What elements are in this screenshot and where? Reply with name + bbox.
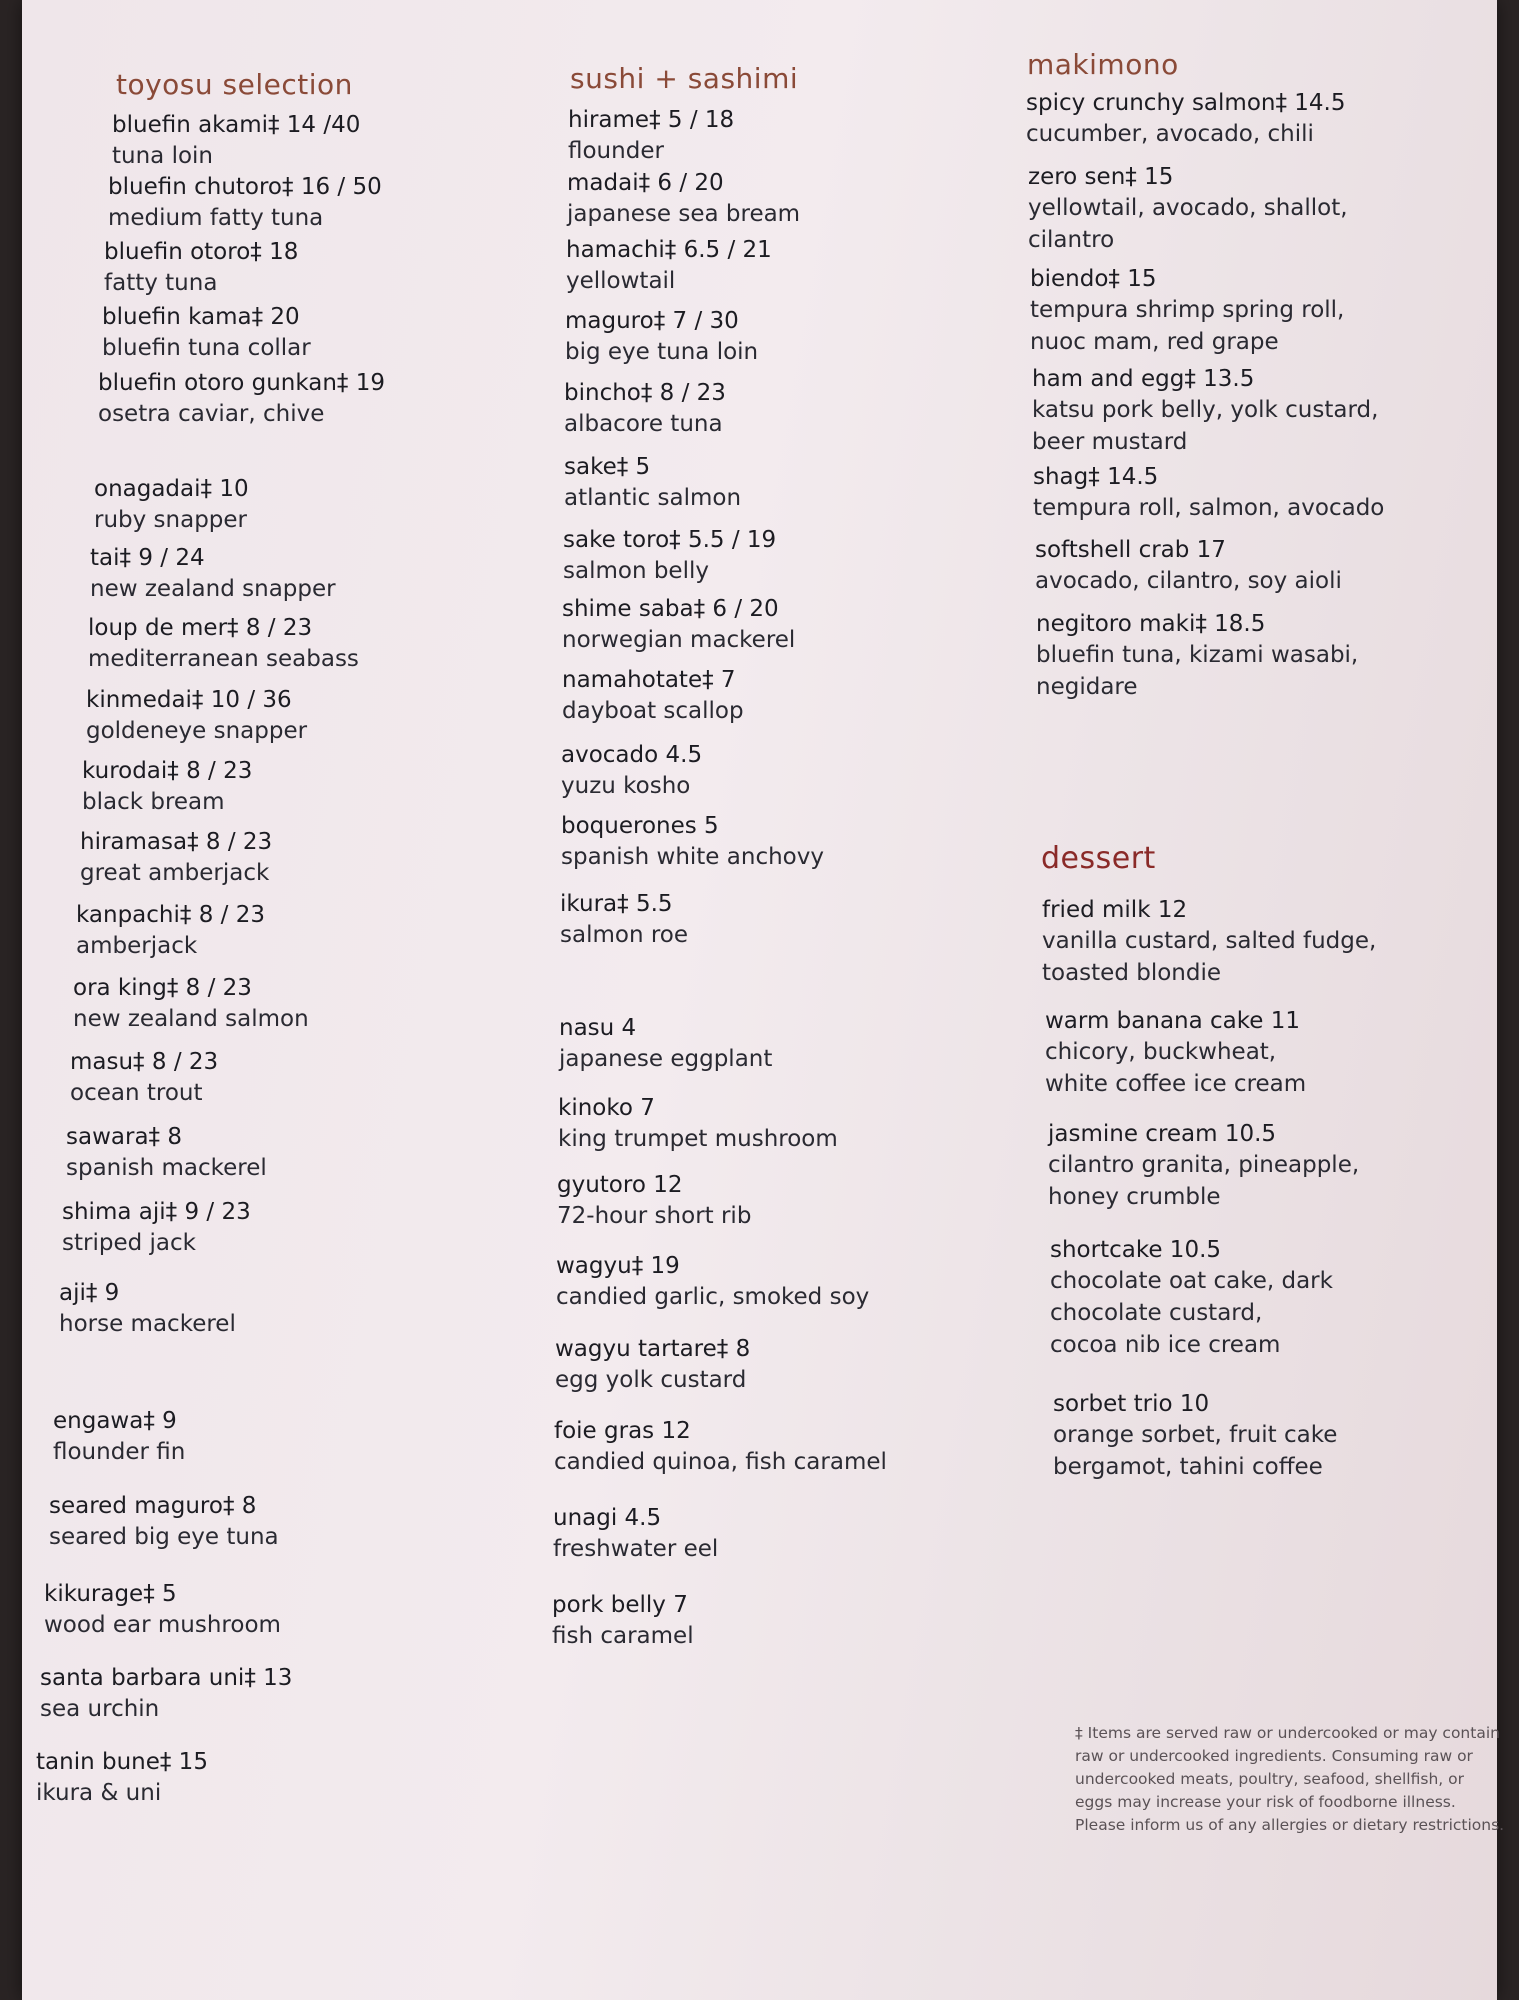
item-name: seared maguro‡ 8 (49, 1493, 257, 1519)
menu-item (557, 1170, 751, 1232)
menu-item (98, 368, 385, 430)
item-description: candied garlic, smoked soy (556, 1284, 870, 1310)
item-name: foie gras 12 (554, 1418, 691, 1444)
item-description: cilantro granita, pineapple, (1048, 1152, 1360, 1178)
menu-item (556, 1251, 869, 1313)
menu-item (568, 105, 734, 167)
item-description: 72-hour short rib (557, 1203, 752, 1229)
item-description: black bream (82, 789, 225, 815)
item-description: albacore tuna (564, 411, 723, 437)
item-description: white coffee ice cream (1045, 1071, 1307, 1097)
menu-item (563, 525, 776, 587)
item-name: engawa‡ 9 (53, 1408, 177, 1434)
item-name: unagi 4.5 (553, 1505, 662, 1531)
menu-item (566, 235, 772, 297)
item-description: sea urchin (40, 1696, 160, 1722)
menu-item (562, 594, 795, 656)
section-heading-makimono: makimono (1027, 48, 1179, 81)
item-description: medium fatty tuna (108, 205, 324, 231)
item-name: avocado 4.5 (561, 742, 703, 768)
item-name: warm banana cake 11 (1045, 1008, 1300, 1034)
menu-item (561, 811, 824, 873)
item-name: shime saba‡ 6 / 20 (562, 596, 779, 622)
item-name: ham and egg‡ 13.5 (1032, 366, 1255, 392)
item-description: japanese eggplant (559, 1046, 773, 1072)
item-description: dayboat scallop (562, 698, 744, 724)
item-name: santa barbara uni‡ 13 (40, 1665, 293, 1691)
item-name: jasmine cream 10.5 (1048, 1121, 1277, 1147)
item-name: aji‡ 9 (59, 1280, 120, 1306)
raw-food-disclaimer: ‡ Items are served raw or undercooked or may contain raw or undercooked ingredients. Consuming raw or undercooked meats, poultry, seafood, shellfish, or eggs may increase your risk of foodborne illness. Please inform us of any allergies or dietary restrictions. (1075, 1724, 1505, 1834)
item-description: chicory, buckwheat, (1045, 1039, 1277, 1065)
item-name: ikura‡ 5.5 (560, 891, 673, 917)
item-description: flounder (568, 138, 664, 164)
item-name: kurodai‡ 8 / 23 (82, 758, 253, 784)
item-description: salmon belly (563, 558, 709, 584)
item-name: wagyu‡ 19 (556, 1253, 680, 1279)
item-name: tai‡ 9 / 24 (90, 545, 205, 571)
item-description: chocolate oat cake, dark (1050, 1268, 1333, 1294)
item-name: wagyu tartare‡ 8 (555, 1336, 751, 1362)
menu-item (1028, 162, 1348, 256)
item-name: hiramasa‡ 8 / 23 (80, 829, 273, 855)
menu-item (1053, 1389, 1337, 1483)
menu-item (564, 452, 741, 514)
item-description: egg yolk custard (555, 1367, 747, 1393)
item-description: spanish white anchovy (561, 844, 824, 870)
menu-item (554, 1416, 887, 1478)
menu-item (36, 1747, 208, 1809)
item-description: bluefin tuna, kizami wasabi, (1036, 642, 1359, 668)
menu-item (80, 827, 272, 889)
item-description: bluefin tuna collar (102, 335, 311, 361)
item-name: hirame‡ 5 / 18 (568, 107, 735, 133)
item-description: candied quinoa, fish caramel (554, 1449, 887, 1475)
menu-item (553, 1503, 718, 1565)
item-name: biendo‡ 15 (1030, 266, 1157, 292)
item-description: new zealand salmon (73, 1006, 309, 1032)
menu-item (108, 172, 382, 234)
item-description: tempura roll, salmon, avocado (1033, 495, 1385, 521)
item-description: mediterranean seabass (88, 646, 359, 672)
menu-item (558, 1093, 838, 1155)
item-description: chocolate custard, (1050, 1300, 1263, 1326)
item-description: katsu pork belly, yolk custard, (1032, 397, 1379, 423)
menu-item (112, 110, 360, 172)
item-name: kanpachi‡ 8 / 23 (76, 902, 265, 928)
item-description: amberjack (76, 933, 198, 959)
item-name: bluefin akami‡ 14 /40 (112, 112, 361, 138)
item-name: kikurage‡ 5 (44, 1581, 177, 1607)
item-description: horse mackerel (59, 1311, 236, 1337)
menu-item (88, 613, 359, 675)
item-name: onagadai‡ 10 (94, 476, 249, 502)
item-description: ocean trout (70, 1080, 203, 1106)
item-description: cucumber, avocado, chili (1026, 121, 1314, 147)
item-name: ora king‡ 8 / 23 (73, 975, 252, 1001)
item-description: atlantic salmon (564, 485, 742, 511)
item-name: bincho‡ 8 / 23 (564, 380, 726, 406)
item-description: nuoc mam, red grape (1030, 329, 1279, 355)
item-name: masu‡ 8 / 23 (70, 1049, 219, 1075)
item-name: bluefin kama‡ 20 (102, 304, 300, 330)
item-name: shortcake 10.5 (1050, 1237, 1222, 1263)
item-description: spanish mackerel (66, 1155, 267, 1181)
item-description: goldeneye snapper (86, 718, 308, 744)
menu-item (567, 168, 800, 230)
item-description: yellowtail (566, 268, 676, 294)
item-name: madai‡ 6 / 20 (567, 170, 724, 196)
menu-item (1032, 364, 1378, 458)
item-description: norwegian mackerel (562, 627, 796, 653)
item-name: zero sen‡ 15 (1028, 164, 1174, 190)
menu-item (53, 1406, 185, 1468)
menu-item (73, 973, 309, 1035)
item-name: maguro‡ 7 / 30 (565, 308, 739, 334)
item-description: cocoa nib ice cream (1050, 1332, 1281, 1358)
menu-item (565, 306, 758, 368)
menu-item (561, 740, 702, 802)
item-name: namahotate‡ 7 (562, 667, 736, 693)
item-description: negidare (1036, 674, 1138, 700)
item-name: kinoko 7 (558, 1095, 655, 1121)
menu-item (559, 1013, 772, 1075)
item-name: bluefin otoro‡ 18 (104, 239, 299, 265)
item-description: beer mustard (1032, 429, 1188, 455)
menu-item (1030, 264, 1344, 358)
menu-sheet (22, 0, 1505, 2000)
item-description: fatty tuna (104, 270, 218, 296)
item-name: nasu 4 (559, 1015, 637, 1041)
item-name: gyutoro 12 (557, 1172, 683, 1198)
menu-item (94, 474, 249, 536)
item-name: hamachi‡ 6.5 / 21 (566, 237, 772, 263)
item-description: seared big eye tuna (49, 1524, 279, 1550)
item-name: shag‡ 14.5 (1033, 464, 1159, 490)
item-description: freshwater eel (553, 1536, 719, 1562)
item-description: osetra caviar, chive (98, 401, 325, 427)
menu-item (62, 1197, 251, 1259)
item-description: honey crumble (1048, 1184, 1221, 1210)
item-description: cilantro (1028, 227, 1115, 253)
item-description: salmon roe (560, 922, 689, 948)
menu-item (40, 1663, 292, 1725)
menu-item (104, 237, 298, 299)
item-description: tuna loin (112, 143, 214, 169)
item-name: bluefin otoro gunkan‡ 19 (98, 370, 386, 396)
item-description: vanilla custard, salted fudge, (1042, 928, 1377, 954)
menu-item (1036, 609, 1358, 703)
item-description: toasted blondie (1042, 960, 1222, 986)
item-description: striped jack (62, 1230, 196, 1256)
menu-item (564, 378, 726, 440)
menu-item (1050, 1235, 1333, 1361)
menu-item (552, 1590, 694, 1652)
item-name: tanin bune‡ 15 (36, 1749, 208, 1775)
menu-item (44, 1579, 281, 1641)
item-name: sake toro‡ 5.5 / 19 (563, 527, 777, 553)
item-description: big eye tuna loin (565, 339, 759, 365)
item-description: great amberjack (80, 860, 270, 886)
item-description: new zealand snapper (90, 576, 336, 602)
menu-item (1045, 1006, 1306, 1100)
item-description: bergamot, tahini coffee (1053, 1454, 1323, 1480)
menu-item (86, 685, 307, 747)
menu-item (70, 1047, 218, 1109)
menu-item (1033, 462, 1384, 524)
menu-item (555, 1334, 750, 1396)
item-name: sake‡ 5 (564, 454, 651, 480)
menu-item (49, 1491, 279, 1553)
item-description: ruby snapper (94, 507, 248, 533)
item-description: avocado, cilantro, soy aioli (1035, 568, 1342, 594)
item-description: fish caramel (552, 1623, 694, 1649)
item-description: flounder fin (53, 1439, 186, 1465)
item-description: tempura shrimp spring roll, (1030, 297, 1345, 323)
menu-item (59, 1278, 236, 1340)
item-name: shima aji‡ 9 / 23 (62, 1199, 251, 1225)
item-name: kinmedai‡ 10 / 36 (86, 687, 292, 713)
item-name: softshell crab 17 (1035, 537, 1226, 563)
menu-item (1048, 1119, 1359, 1213)
menu-item (76, 900, 265, 962)
item-description: yellowtail, avocado, shallot, (1028, 195, 1348, 221)
menu-item (90, 543, 336, 605)
item-name: bluefin chutoro‡ 16 / 50 (108, 174, 382, 200)
item-description: orange sorbet, fruit cake (1053, 1422, 1338, 1448)
menu-item (102, 302, 311, 364)
item-description: yuzu kosho (561, 773, 691, 799)
section-heading-sushi-sashimi: sushi + sashimi (570, 62, 799, 95)
item-description: japanese sea bream (567, 201, 801, 227)
menu-item (66, 1122, 267, 1184)
menu-item (1026, 88, 1345, 150)
menu-item (560, 889, 688, 951)
menu-item (1042, 895, 1376, 989)
menu-item (562, 665, 744, 727)
item-name: pork belly 7 (552, 1592, 688, 1618)
item-name: sorbet trio 10 (1053, 1391, 1210, 1417)
item-name: loup de mer‡ 8 / 23 (88, 615, 313, 641)
section-heading-dessert: dessert (1041, 841, 1156, 876)
item-name: negitoro maki‡ 18.5 (1036, 611, 1266, 637)
section-heading-toyosu-selection: toyosu selection (116, 68, 353, 101)
item-description: ikura & uni (36, 1780, 162, 1806)
item-name: boquerones 5 (561, 813, 719, 839)
item-name: fried milk 12 (1042, 897, 1188, 923)
menu-item (1035, 535, 1342, 597)
menu-item (82, 756, 252, 818)
item-name: sawara‡ 8 (66, 1124, 182, 1150)
item-description: king trumpet mushroom (558, 1126, 838, 1152)
item-name: spicy crunchy salmon‡ 14.5 (1026, 90, 1346, 116)
item-description: wood ear mushroom (44, 1612, 281, 1638)
